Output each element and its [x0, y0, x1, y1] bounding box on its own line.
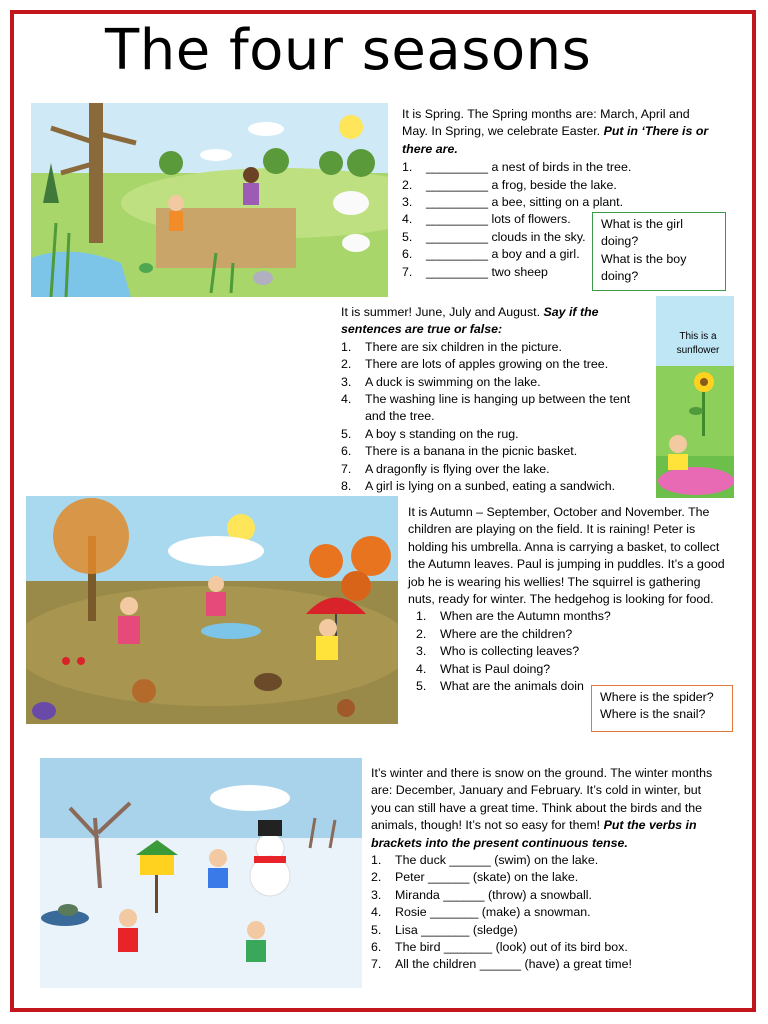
list-item	[341, 426, 647, 443]
item-number: 5.	[402, 229, 413, 244]
item-number: 4.	[416, 661, 427, 676]
item-number: 6.	[402, 247, 413, 262]
item-number: 1.	[341, 339, 352, 354]
item-number: 7.	[402, 264, 413, 279]
item-number: 1.	[402, 160, 413, 175]
girl-question: What is the girl doing?	[601, 217, 683, 249]
item-text: A dragonfly is flying over the lake.	[365, 461, 550, 476]
item-text: Peter ______ (skate) on the lake.	[395, 870, 579, 885]
item-text: _________ clouds in the sky.	[426, 229, 586, 244]
list-item	[402, 177, 717, 194]
item-number: 5.	[371, 922, 382, 937]
item-number: 7.	[371, 957, 382, 972]
list-item	[416, 643, 726, 660]
autumn-questions	[408, 608, 726, 695]
list-item	[416, 608, 726, 625]
winter-illustration	[40, 758, 363, 988]
item-number: 1.	[416, 609, 427, 624]
item-text: The duck ______ (swim) on the lake.	[395, 853, 599, 868]
item-text: There are six children in the picture.	[365, 339, 562, 354]
item-number: 6.	[341, 444, 352, 459]
item-number: 2.	[402, 177, 413, 192]
item-text: _________ a bee, sitting on a plant.	[426, 195, 624, 210]
list-item	[341, 443, 647, 460]
list-item	[371, 956, 714, 973]
winter-intro	[371, 765, 714, 852]
item-number: 3.	[371, 887, 382, 902]
spring-illustration	[31, 103, 388, 297]
list-item	[371, 852, 714, 869]
list-item	[416, 661, 726, 678]
spring-instruction: Put in ‘There is or there are.	[402, 124, 709, 156]
summer-instruction: Say if the sentences are true or false:	[341, 305, 599, 337]
item-text: All the children ______ (have) a great time!	[395, 957, 632, 972]
item-text: Lisa _______ (sledge)	[395, 922, 518, 937]
item-number: 1.	[371, 853, 382, 868]
item-text: _________ lots of flowers.	[426, 212, 571, 227]
item-text: _________ a boy and a girl.	[426, 247, 580, 262]
summer-section	[333, 298, 655, 518]
item-text: A boy s standing on the rug.	[365, 426, 519, 441]
item-text: _________ a nest of birds in the tree.	[426, 160, 632, 175]
item-text: Rosie _______ (make) a snowman.	[395, 905, 591, 920]
autumn-intro: It is Autumn – September, October and November. The children are playing on the field. It is raining! Peter is holding his umbrella. Anna is carrying a basket, to collect the Autumn leaves. Paul is jumping in puddles. It’s a good job he is wearing his wellies! The squirrel is gathering nuts, ready for winter. The hedgehog is looking for food.	[408, 505, 725, 607]
item-number: 7.	[341, 461, 352, 476]
list-item	[341, 478, 647, 495]
item-text: What are the animals doin	[440, 679, 584, 694]
item-text: A girl is lying on a sunbed, eating a sandwich.	[365, 479, 616, 494]
item-text: The bird _______ (look) out of its bird box.	[395, 940, 628, 955]
item-number: 3.	[402, 195, 413, 210]
autumn-question-box	[591, 685, 733, 732]
item-text: Where are the children?	[440, 626, 573, 641]
winter-instruction: Put the verbs in brackets into the present continuous tense.	[371, 818, 697, 850]
summer-illustration	[656, 296, 734, 498]
item-text: A duck is swimming on the lake.	[365, 374, 541, 389]
list-item	[341, 374, 647, 391]
item-number: 5.	[416, 679, 427, 694]
item-number: 4.	[341, 392, 352, 407]
boy-question: What is the boy doing?	[601, 251, 687, 284]
item-text: _________ a frog, beside the lake.	[426, 177, 617, 192]
winter-questions	[371, 852, 714, 974]
winter-section	[362, 758, 722, 992]
item-number: 2.	[341, 357, 352, 372]
item-text: Miranda ______ (throw) a snowball.	[395, 887, 592, 902]
list-item	[371, 922, 714, 939]
list-item	[402, 159, 717, 176]
item-text: The washing line is hanging up between the tent and the tree.	[365, 392, 631, 424]
autumn-section	[408, 504, 726, 695]
list-item	[416, 626, 726, 643]
item-text: There are lots of apples growing on the tree.	[365, 357, 609, 372]
summer-intro	[341, 304, 647, 339]
item-text: What is Paul doing?	[440, 661, 551, 676]
list-item	[371, 887, 714, 904]
list-item	[371, 869, 714, 886]
item-number: 4.	[371, 905, 382, 920]
item-text: _________ two sheep	[426, 264, 548, 279]
spider-question: Where is the spider?	[600, 690, 714, 704]
list-item	[371, 904, 714, 921]
item-number: 3.	[416, 644, 427, 659]
list-item	[402, 194, 717, 211]
item-number: 2.	[371, 870, 382, 885]
list-item	[341, 356, 647, 373]
list-item	[371, 939, 714, 956]
summer-questions	[341, 339, 647, 513]
item-number: 8.	[341, 479, 352, 494]
list-item	[341, 339, 647, 356]
page-title: The four seasons	[105, 18, 592, 83]
list-item	[341, 391, 647, 426]
winter-intro-text: It’s winter and there is snow on the ground. The winter months are: December, January and February. It’s cold in winter, but you can still have a great time. Think about the birds and the animals, though! It’s not so easy for them!	[371, 766, 713, 833]
spring-intro	[402, 106, 717, 158]
spring-intro-text: It is Spring. The Spring months are: March, April and May. In Spring, we celebrate Easter.	[402, 107, 690, 139]
autumn-illustration	[26, 496, 398, 724]
item-number: 4.	[402, 212, 413, 227]
item-text: There is a banana in the picnic basket.	[365, 444, 578, 459]
summer-intro-text: It is summer! June, July and August.	[341, 305, 541, 319]
list-item	[341, 461, 647, 478]
sunflower-label: This is a sunflower	[676, 331, 720, 356]
item-number: 6.	[371, 940, 382, 955]
item-text: When are the Autumn months?	[440, 609, 611, 624]
item-number: 5.	[341, 426, 352, 441]
spring-question-box	[592, 212, 726, 291]
item-number: 3.	[341, 374, 352, 389]
item-number: 2.	[416, 626, 427, 641]
snail-question: Where is the snail?	[600, 707, 706, 722]
item-text: Who is collecting leaves?	[440, 644, 580, 659]
